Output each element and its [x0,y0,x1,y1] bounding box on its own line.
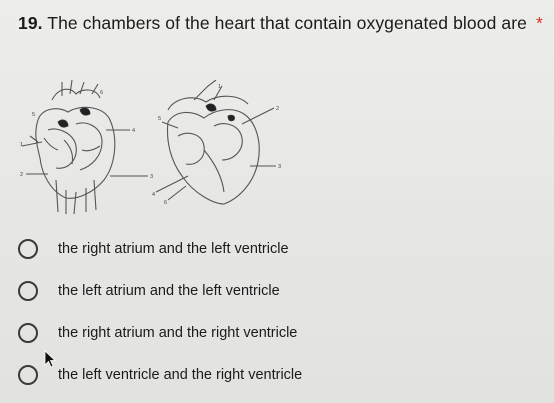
question-title [18,12,554,34]
figure-label: 6 [164,200,168,206]
heart-sketch-right [156,80,276,204]
question-number: 19. [18,13,43,33]
heart-sketch-left [22,80,148,214]
option-label: the right atrium and the right ventricle [58,325,298,341]
figure-label: 6 [100,90,104,96]
figure-label: 5 [32,112,36,118]
heart-diagram-image [18,80,286,218]
answer-option[interactable] [14,270,534,312]
figure-label: 3 [150,174,154,180]
figure-label: 1 [218,84,222,90]
heart-sketch-right-shading [206,104,235,121]
answer-option[interactable] [14,354,534,396]
figure-label: 2 [20,172,24,178]
required-asterisk: * [535,13,543,33]
question-text: The chambers of the heart that contain oxygenated blood are [47,13,527,33]
answer-option[interactable] [14,228,534,270]
answer-option[interactable] [14,312,534,354]
figure-label: 3 [278,164,282,170]
figure-label: 4 [132,128,136,134]
answer-options [14,228,534,396]
radio-button[interactable] [18,323,38,343]
radio-button[interactable] [18,365,38,385]
heart-sketch-left-shading [58,108,90,127]
mouse-pointer-icon [44,350,56,368]
option-label: the left atrium and the left ventricle [58,283,280,299]
radio-button[interactable] [18,281,38,301]
option-label: the right atrium and the left ventricle [58,241,289,257]
figure-label: 1 [20,142,24,148]
radio-button[interactable] [18,239,38,259]
figure-label: 4 [152,192,156,198]
option-label: the left ventricle and the right ventricle [58,367,303,383]
figure-label: 5 [158,116,162,122]
figure-label: 2 [276,106,280,112]
